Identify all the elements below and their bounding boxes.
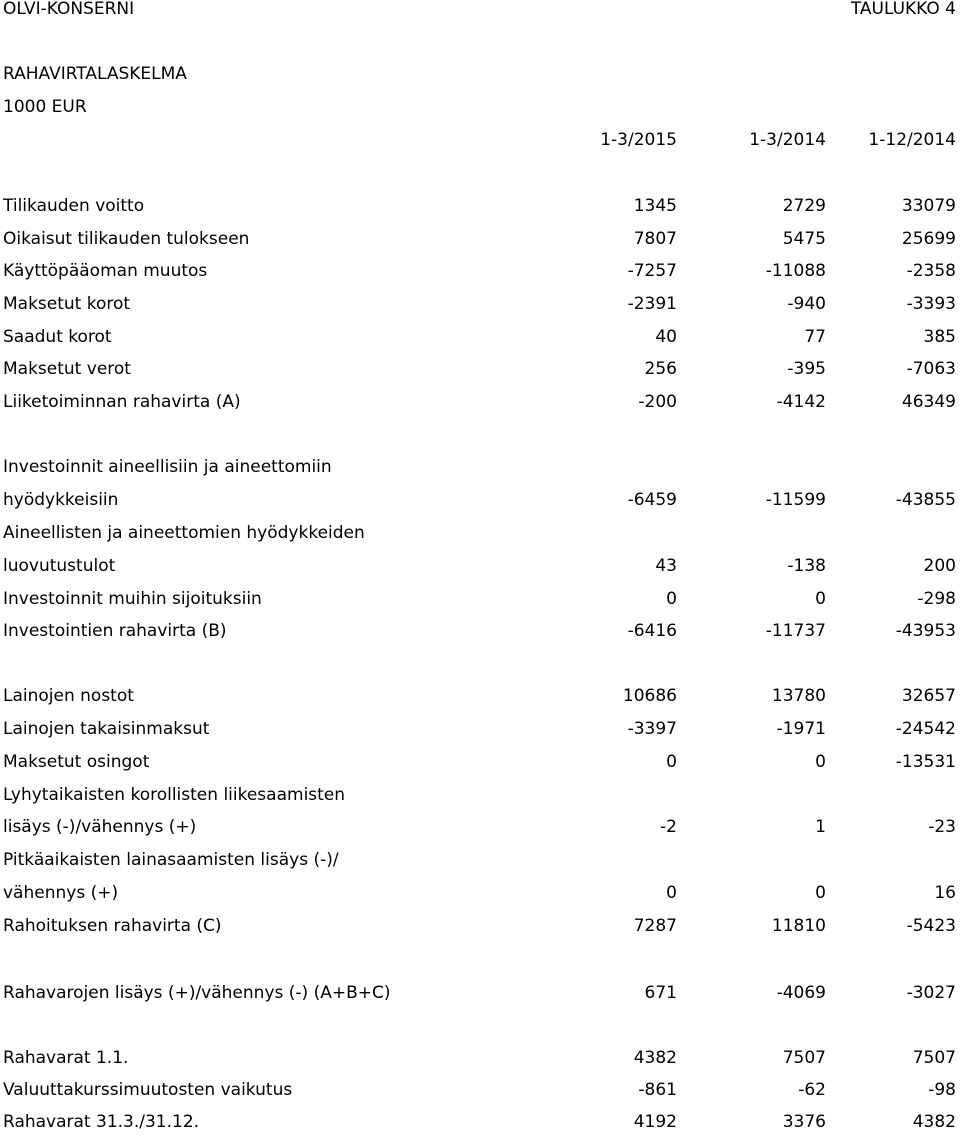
row-label: vähennys (+) bbox=[3, 883, 119, 903]
row-label: Pitkäaikaisten lainasaamisten lisäys (-)/ bbox=[3, 850, 339, 870]
table-row bbox=[0, 686, 960, 718]
row-value: 0 bbox=[815, 752, 826, 772]
unit-label: 1000 EUR bbox=[3, 97, 87, 117]
row-value: 46349 bbox=[901, 392, 956, 412]
row-value: 0 bbox=[666, 883, 677, 903]
row-value: -11737 bbox=[765, 621, 826, 641]
row-label: Maksetut korot bbox=[3, 294, 131, 314]
document-title: RAHAVIRTALASKELMA bbox=[3, 64, 187, 84]
row-value: -298 bbox=[917, 589, 956, 609]
row-label: lisäys (-)/vähennys (+) bbox=[3, 817, 197, 837]
row-label: Valuuttakurssimuutosten vaikutus bbox=[3, 1080, 293, 1100]
row-value: -43855 bbox=[895, 490, 956, 510]
row-value: -24542 bbox=[895, 719, 956, 739]
row-value: 4192 bbox=[633, 1112, 677, 1132]
row-value: -395 bbox=[787, 359, 826, 379]
row-value: 33079 bbox=[901, 196, 956, 216]
table-row bbox=[0, 229, 960, 261]
row-value: 200 bbox=[923, 556, 956, 576]
row-label: Rahavarat 1.1. bbox=[3, 1048, 129, 1068]
table-row bbox=[0, 392, 960, 424]
row-label: Investointien rahavirta (B) bbox=[3, 621, 227, 641]
row-value: 11810 bbox=[771, 916, 826, 936]
row-value: -5423 bbox=[906, 916, 956, 936]
row-label: Maksetut verot bbox=[3, 359, 131, 379]
row-value: -6416 bbox=[627, 621, 677, 641]
row-value: -861 bbox=[638, 1080, 677, 1100]
table-row bbox=[0, 1080, 960, 1112]
row-value: 256 bbox=[644, 359, 677, 379]
table-row bbox=[0, 589, 960, 621]
row-value: -2391 bbox=[627, 294, 677, 314]
row-label: Lyhytaikaisten korollisten liikesaamisten bbox=[3, 785, 346, 805]
table-row bbox=[0, 785, 960, 817]
table-row bbox=[0, 621, 960, 653]
table-row bbox=[0, 752, 960, 784]
row-value: -98 bbox=[928, 1080, 956, 1100]
row-value: 16 bbox=[934, 883, 956, 903]
row-label: Investoinnit aineellisiin ja aineettomiin bbox=[3, 457, 332, 477]
row-value: -11599 bbox=[765, 490, 826, 510]
column-header-q1-2014: 1-3/2014 bbox=[749, 130, 826, 150]
row-value: 385 bbox=[923, 327, 956, 347]
row-value: 5475 bbox=[782, 229, 826, 249]
row-value: -62 bbox=[798, 1080, 826, 1100]
table-row bbox=[0, 490, 960, 522]
row-value: -2358 bbox=[906, 261, 956, 281]
row-value: 671 bbox=[644, 983, 677, 1003]
table-row bbox=[0, 1112, 960, 1144]
row-value: 4382 bbox=[633, 1048, 677, 1068]
row-value: 40 bbox=[655, 327, 677, 347]
row-value: -13531 bbox=[895, 752, 956, 772]
row-value: 7287 bbox=[633, 916, 677, 936]
row-value: 10686 bbox=[622, 686, 677, 706]
table-row bbox=[0, 457, 960, 489]
column-header-row bbox=[0, 130, 960, 162]
row-label: Investoinnit muihin sijoituksiin bbox=[3, 589, 262, 609]
row-value: -7257 bbox=[627, 261, 677, 281]
row-label: Maksetut osingot bbox=[3, 752, 150, 772]
row-label: Saadut korot bbox=[3, 327, 112, 347]
column-header-q1-2015: 1-3/2015 bbox=[600, 130, 677, 150]
table-row bbox=[0, 556, 960, 588]
table-row bbox=[0, 327, 960, 359]
table-row bbox=[0, 719, 960, 751]
row-label: hyödykkeisiin bbox=[3, 490, 119, 510]
row-value: -940 bbox=[787, 294, 826, 314]
table-row bbox=[0, 850, 960, 882]
row-value: -3397 bbox=[627, 719, 677, 739]
row-value: 25699 bbox=[901, 229, 956, 249]
row-value: 13780 bbox=[771, 686, 826, 706]
row-label: Lainojen takaisinmaksut bbox=[3, 719, 210, 739]
table-row bbox=[0, 261, 960, 293]
row-label: Rahavarojen lisäys (+)/vähennys (-) (A+B+C) bbox=[3, 983, 391, 1003]
row-label: Käyttöpääoman muutos bbox=[3, 261, 208, 281]
table-row bbox=[0, 817, 960, 849]
row-value: -138 bbox=[787, 556, 826, 576]
row-label: Lainojen nostot bbox=[3, 686, 134, 706]
row-value: 3376 bbox=[782, 1112, 826, 1132]
row-value: -23 bbox=[928, 817, 956, 837]
table-row bbox=[0, 359, 960, 391]
table-row bbox=[0, 294, 960, 326]
row-value: 43 bbox=[655, 556, 677, 576]
row-value: 77 bbox=[804, 327, 826, 347]
row-label: Tilikauden voitto bbox=[3, 196, 145, 216]
row-value: -6459 bbox=[627, 490, 677, 510]
row-value: -11088 bbox=[765, 261, 826, 281]
row-label: Aineellisten ja aineettomien hyödykkeiden bbox=[3, 523, 365, 543]
row-value: -7063 bbox=[906, 359, 956, 379]
table-row bbox=[0, 196, 960, 228]
table-row bbox=[0, 916, 960, 948]
row-value: -2 bbox=[660, 817, 677, 837]
row-label: luovutustulot bbox=[3, 556, 116, 576]
row-value: -200 bbox=[638, 392, 677, 412]
table-row bbox=[0, 1048, 960, 1080]
table-row bbox=[0, 523, 960, 555]
row-label: Liiketoiminnan rahavirta (A) bbox=[3, 392, 241, 412]
table-row bbox=[0, 983, 960, 1015]
row-value: -1971 bbox=[776, 719, 826, 739]
row-label: Rahavarat 31.3./31.12. bbox=[3, 1112, 200, 1132]
row-value: 2729 bbox=[782, 196, 826, 216]
row-value: -4142 bbox=[776, 392, 826, 412]
row-value: -3393 bbox=[906, 294, 956, 314]
row-value: 0 bbox=[815, 883, 826, 903]
row-value: 32657 bbox=[901, 686, 956, 706]
row-value: 7507 bbox=[912, 1048, 956, 1068]
row-value: -4069 bbox=[776, 983, 826, 1003]
header-row bbox=[0, 0, 960, 32]
row-value: -3027 bbox=[906, 983, 956, 1003]
column-header-fy-2014: 1-12/2014 bbox=[868, 130, 956, 150]
unit-row bbox=[0, 97, 960, 129]
table-row bbox=[0, 883, 960, 915]
title-row bbox=[0, 64, 960, 96]
row-value: 0 bbox=[815, 589, 826, 609]
row-value: 1 bbox=[815, 817, 826, 837]
row-value: 7507 bbox=[782, 1048, 826, 1068]
table-number: TAULUKKO 4 bbox=[850, 0, 956, 19]
row-value: 7807 bbox=[633, 229, 677, 249]
row-value: -43953 bbox=[895, 621, 956, 641]
row-value: 0 bbox=[666, 752, 677, 772]
row-value: 0 bbox=[666, 589, 677, 609]
row-label: Oikaisut tilikauden tulokseen bbox=[3, 229, 250, 249]
company-name: OLVI-KONSERNI bbox=[3, 0, 135, 19]
row-value: 4382 bbox=[912, 1112, 956, 1132]
row-label: Rahoituksen rahavirta (C) bbox=[3, 916, 222, 936]
row-value: 1345 bbox=[633, 196, 677, 216]
